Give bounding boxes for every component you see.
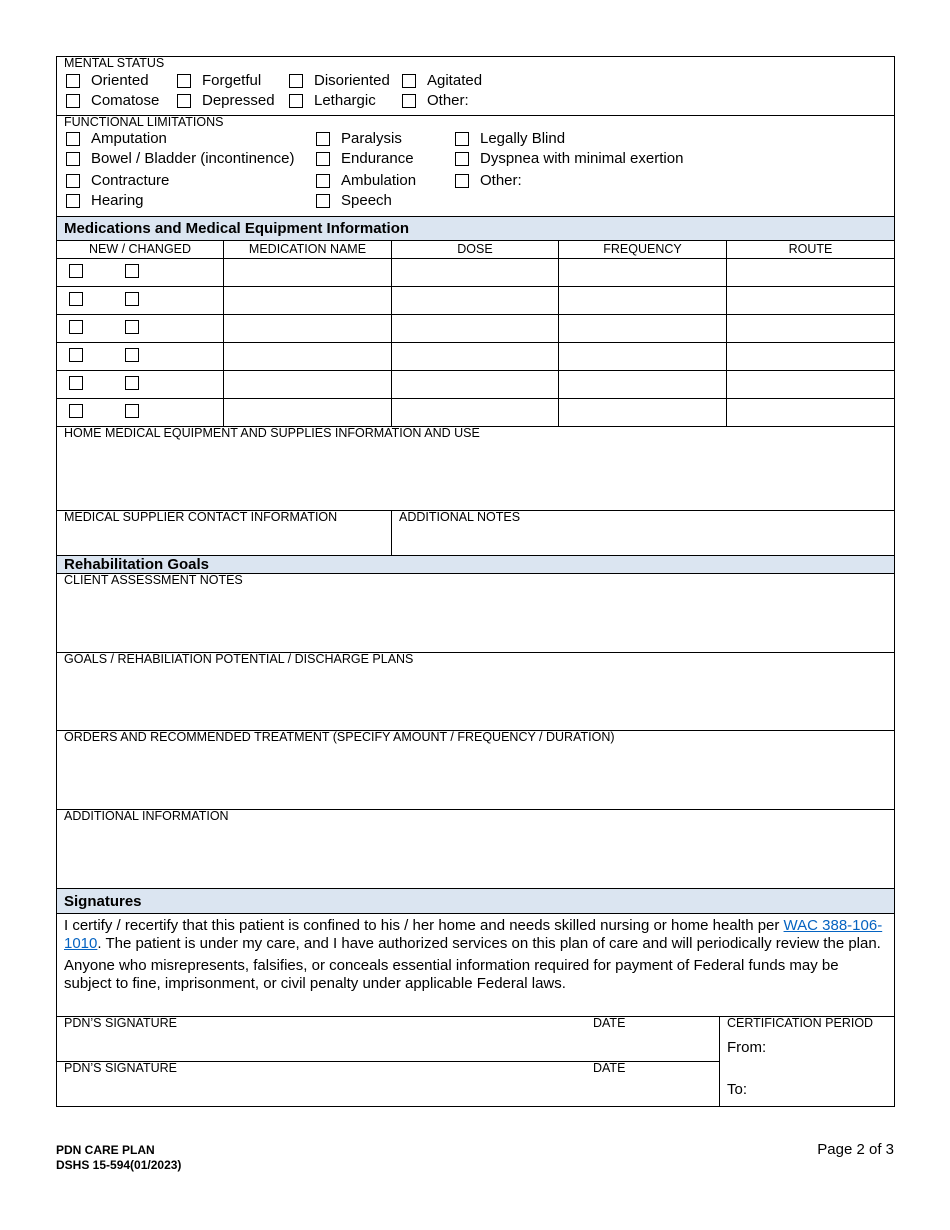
home-equipment-label: HOME MEDICAL EQUIPMENT AND SUPPLIES INFORMATION AND USE — [64, 426, 480, 440]
signatures-header: Signatures — [57, 889, 894, 914]
client-assessment-label: CLIENT ASSESSMENT NOTES — [64, 573, 243, 587]
col-medication-name: MEDICATION NAME — [224, 241, 392, 258]
option-other-functional[interactable]: Other: — [455, 172, 522, 189]
client-assessment-field[interactable] — [57, 574, 894, 653]
orders-label: ORDERS AND RECOMMENDED TREATMENT (SPECIFY AMOUNT / FREQUENCY / DURATION) — [64, 730, 615, 744]
changed-checkbox[interactable] — [125, 376, 139, 390]
option-dyspnea[interactable]: Dyspnea with minimal exertion — [455, 150, 683, 167]
dose-cell[interactable] — [392, 287, 559, 314]
warning-paragraph: Anyone who misrepresents, falsifies, or conceals essential information required for payment of Federal funds may be subject to fine, imprisonment, or civil penalty under applicable Federal laws. — [64, 957, 839, 992]
checkbox[interactable] — [455, 152, 469, 166]
form-number: DSHS 15-594(01/2023) — [56, 1158, 182, 1172]
signature-block — [57, 1017, 894, 1106]
changed-checkbox[interactable] — [125, 404, 139, 418]
checkbox[interactable] — [316, 174, 330, 188]
checkbox[interactable] — [177, 94, 191, 108]
frequency-cell[interactable] — [559, 287, 727, 314]
new-checkbox[interactable] — [69, 376, 83, 390]
medication-name-cell[interactable] — [224, 259, 392, 286]
new-changed-cell — [57, 287, 224, 314]
option-legally-blind[interactable]: Legally Blind — [455, 130, 565, 147]
checkbox[interactable] — [455, 132, 469, 146]
changed-checkbox[interactable] — [125, 264, 139, 278]
route-cell[interactable] — [727, 259, 894, 286]
option-ambulation[interactable]: Ambulation — [316, 172, 416, 189]
frequency-cell[interactable] — [559, 343, 727, 370]
rehab-header: Rehabilitation Goals — [57, 556, 894, 574]
medication-name-cell[interactable] — [224, 315, 392, 342]
option-disoriented[interactable]: Disoriented — [289, 72, 390, 89]
new-changed-cell — [57, 259, 224, 286]
home-equipment-section[interactable] — [57, 427, 894, 511]
pdn-signature-row-2[interactable] — [57, 1062, 719, 1105]
certification-period-label: CERTIFICATION PERIOD — [727, 1016, 874, 1030]
checkbox[interactable] — [177, 74, 191, 88]
changed-checkbox[interactable] — [125, 292, 139, 306]
certify-paragraph: I certify / recertify that this patient is confined to his / her home and needs skilled nursing or home health per WAC 388-106-1010. The patient is under my care, and I have authorized services on this plan of care and will periodically review the plan. — [64, 917, 883, 952]
frequency-cell[interactable] — [559, 371, 727, 398]
pdn-signature-row-1[interactable] — [57, 1017, 719, 1062]
form-identifier — [56, 1143, 181, 1173]
option-lethargic[interactable]: Lethargic — [289, 92, 376, 109]
table-row — [57, 399, 894, 427]
frequency-cell[interactable] — [559, 399, 727, 426]
additional-notes-label: ADDITIONAL NOTES — [399, 510, 521, 524]
additional-information-field[interactable] — [57, 810, 894, 889]
changed-checkbox[interactable] — [125, 348, 139, 362]
checkbox[interactable] — [289, 94, 303, 108]
new-checkbox[interactable] — [69, 320, 83, 334]
mental-status-section — [57, 57, 894, 116]
route-cell[interactable] — [727, 371, 894, 398]
date-label: DATE — [593, 1016, 626, 1030]
table-row — [57, 343, 894, 371]
option-depressed[interactable]: Depressed — [177, 92, 275, 109]
orders-field[interactable] — [57, 731, 894, 810]
dose-cell[interactable] — [392, 259, 559, 286]
goals-label: GOALS / REHABILIATION POTENTIAL / DISCHARGE PLANS — [64, 652, 414, 666]
wac-link[interactable]: WAC 388-106-1010 — [64, 917, 883, 952]
checkbox[interactable] — [402, 74, 416, 88]
option-other-mental[interactable]: Other: — [402, 92, 469, 109]
option-oriented[interactable]: Oriented — [66, 72, 149, 89]
dose-cell[interactable] — [392, 315, 559, 342]
option-hearing[interactable]: Hearing — [66, 192, 144, 209]
pdn-signature-label: PDN’S SIGNATURE — [64, 1016, 177, 1030]
option-amputation[interactable]: Amputation — [66, 130, 167, 147]
option-paralysis[interactable]: Paralysis — [316, 130, 402, 147]
checkbox[interactable] — [66, 152, 80, 166]
goals-field[interactable] — [57, 653, 894, 731]
signature-left — [57, 1017, 720, 1106]
checkbox[interactable] — [316, 132, 330, 146]
table-row — [57, 287, 894, 315]
option-bowel-bladder[interactable]: Bowel / Bladder (incontinence) — [66, 150, 294, 167]
new-changed-cell — [57, 371, 224, 398]
additional-notes-field[interactable] — [392, 511, 894, 555]
route-cell[interactable] — [727, 399, 894, 426]
col-new-changed: NEW / CHANGED — [57, 241, 224, 258]
supplier-contact-label: MEDICAL SUPPLIER CONTACT INFORMATION — [64, 510, 338, 524]
pdn-signature-label: PDN’S SIGNATURE — [64, 1061, 177, 1075]
checkbox[interactable] — [66, 74, 80, 88]
page-number: Page 2 of 3 — [817, 1141, 894, 1158]
route-cell[interactable] — [727, 315, 894, 342]
changed-checkbox[interactable] — [125, 320, 139, 334]
dose-cell[interactable] — [392, 343, 559, 370]
frequency-cell[interactable] — [559, 315, 727, 342]
to-label: To: — [727, 1081, 748, 1098]
new-changed-cell — [57, 343, 224, 370]
medications-header: Medications and Medical Equipment Information — [57, 217, 894, 241]
medication-name-cell[interactable] — [224, 343, 392, 370]
col-route: ROUTE — [788, 242, 833, 256]
mental-status-label: MENTAL STATUS — [64, 56, 165, 70]
certification-text — [57, 914, 894, 1017]
checkbox[interactable] — [455, 174, 469, 188]
checkbox[interactable] — [289, 74, 303, 88]
supplier-contact-field[interactable] — [57, 511, 392, 555]
checkbox[interactable] — [402, 94, 416, 108]
route-cell[interactable] — [727, 287, 894, 314]
route-cell[interactable] — [727, 343, 894, 370]
new-changed-cell — [57, 399, 224, 426]
table-row — [57, 259, 894, 287]
checkbox[interactable] — [66, 94, 80, 108]
option-contracture[interactable]: Contracture — [66, 172, 169, 189]
checkbox[interactable] — [66, 174, 80, 188]
option-forgetful[interactable]: Forgetful — [177, 72, 261, 89]
option-endurance[interactable]: Endurance — [316, 150, 414, 167]
medication-name-cell[interactable] — [224, 399, 392, 426]
col-frequency: FREQUENCY — [559, 241, 727, 258]
medication-name-cell[interactable] — [224, 371, 392, 398]
new-checkbox[interactable] — [69, 348, 83, 362]
checkbox[interactable] — [316, 152, 330, 166]
option-agitated[interactable]: Agitated — [402, 72, 482, 89]
option-comatose[interactable]: Comatose — [66, 92, 159, 109]
frequency-cell[interactable] — [559, 259, 727, 286]
from-label: From: — [727, 1039, 767, 1056]
new-checkbox[interactable] — [69, 404, 83, 418]
dose-cell[interactable] — [392, 399, 559, 426]
form-name: PDN CARE PLAN — [56, 1143, 155, 1157]
medications-column-headers — [57, 241, 894, 259]
functional-limitations-label: FUNCTIONAL LIMITATIONS — [64, 115, 224, 129]
table-row — [57, 371, 894, 399]
functional-limitations-section — [57, 116, 894, 217]
new-checkbox[interactable] — [69, 264, 83, 278]
medications-rows — [57, 259, 894, 427]
option-speech[interactable]: Speech — [316, 192, 392, 209]
new-changed-cell — [57, 315, 224, 342]
checkbox[interactable] — [66, 132, 80, 146]
supplier-row — [57, 511, 894, 556]
dose-cell[interactable] — [392, 371, 559, 398]
table-row — [57, 315, 894, 343]
checkbox[interactable] — [66, 194, 80, 208]
date-label: DATE — [593, 1061, 626, 1075]
additional-information-label: ADDITIONAL INFORMATION — [64, 809, 229, 823]
certification-period[interactable] — [720, 1017, 894, 1106]
care-plan-form — [56, 56, 895, 1107]
col-dose: DOSE — [392, 241, 559, 258]
new-checkbox[interactable] — [69, 292, 83, 306]
medication-name-cell[interactable] — [224, 287, 392, 314]
checkbox[interactable] — [316, 194, 330, 208]
